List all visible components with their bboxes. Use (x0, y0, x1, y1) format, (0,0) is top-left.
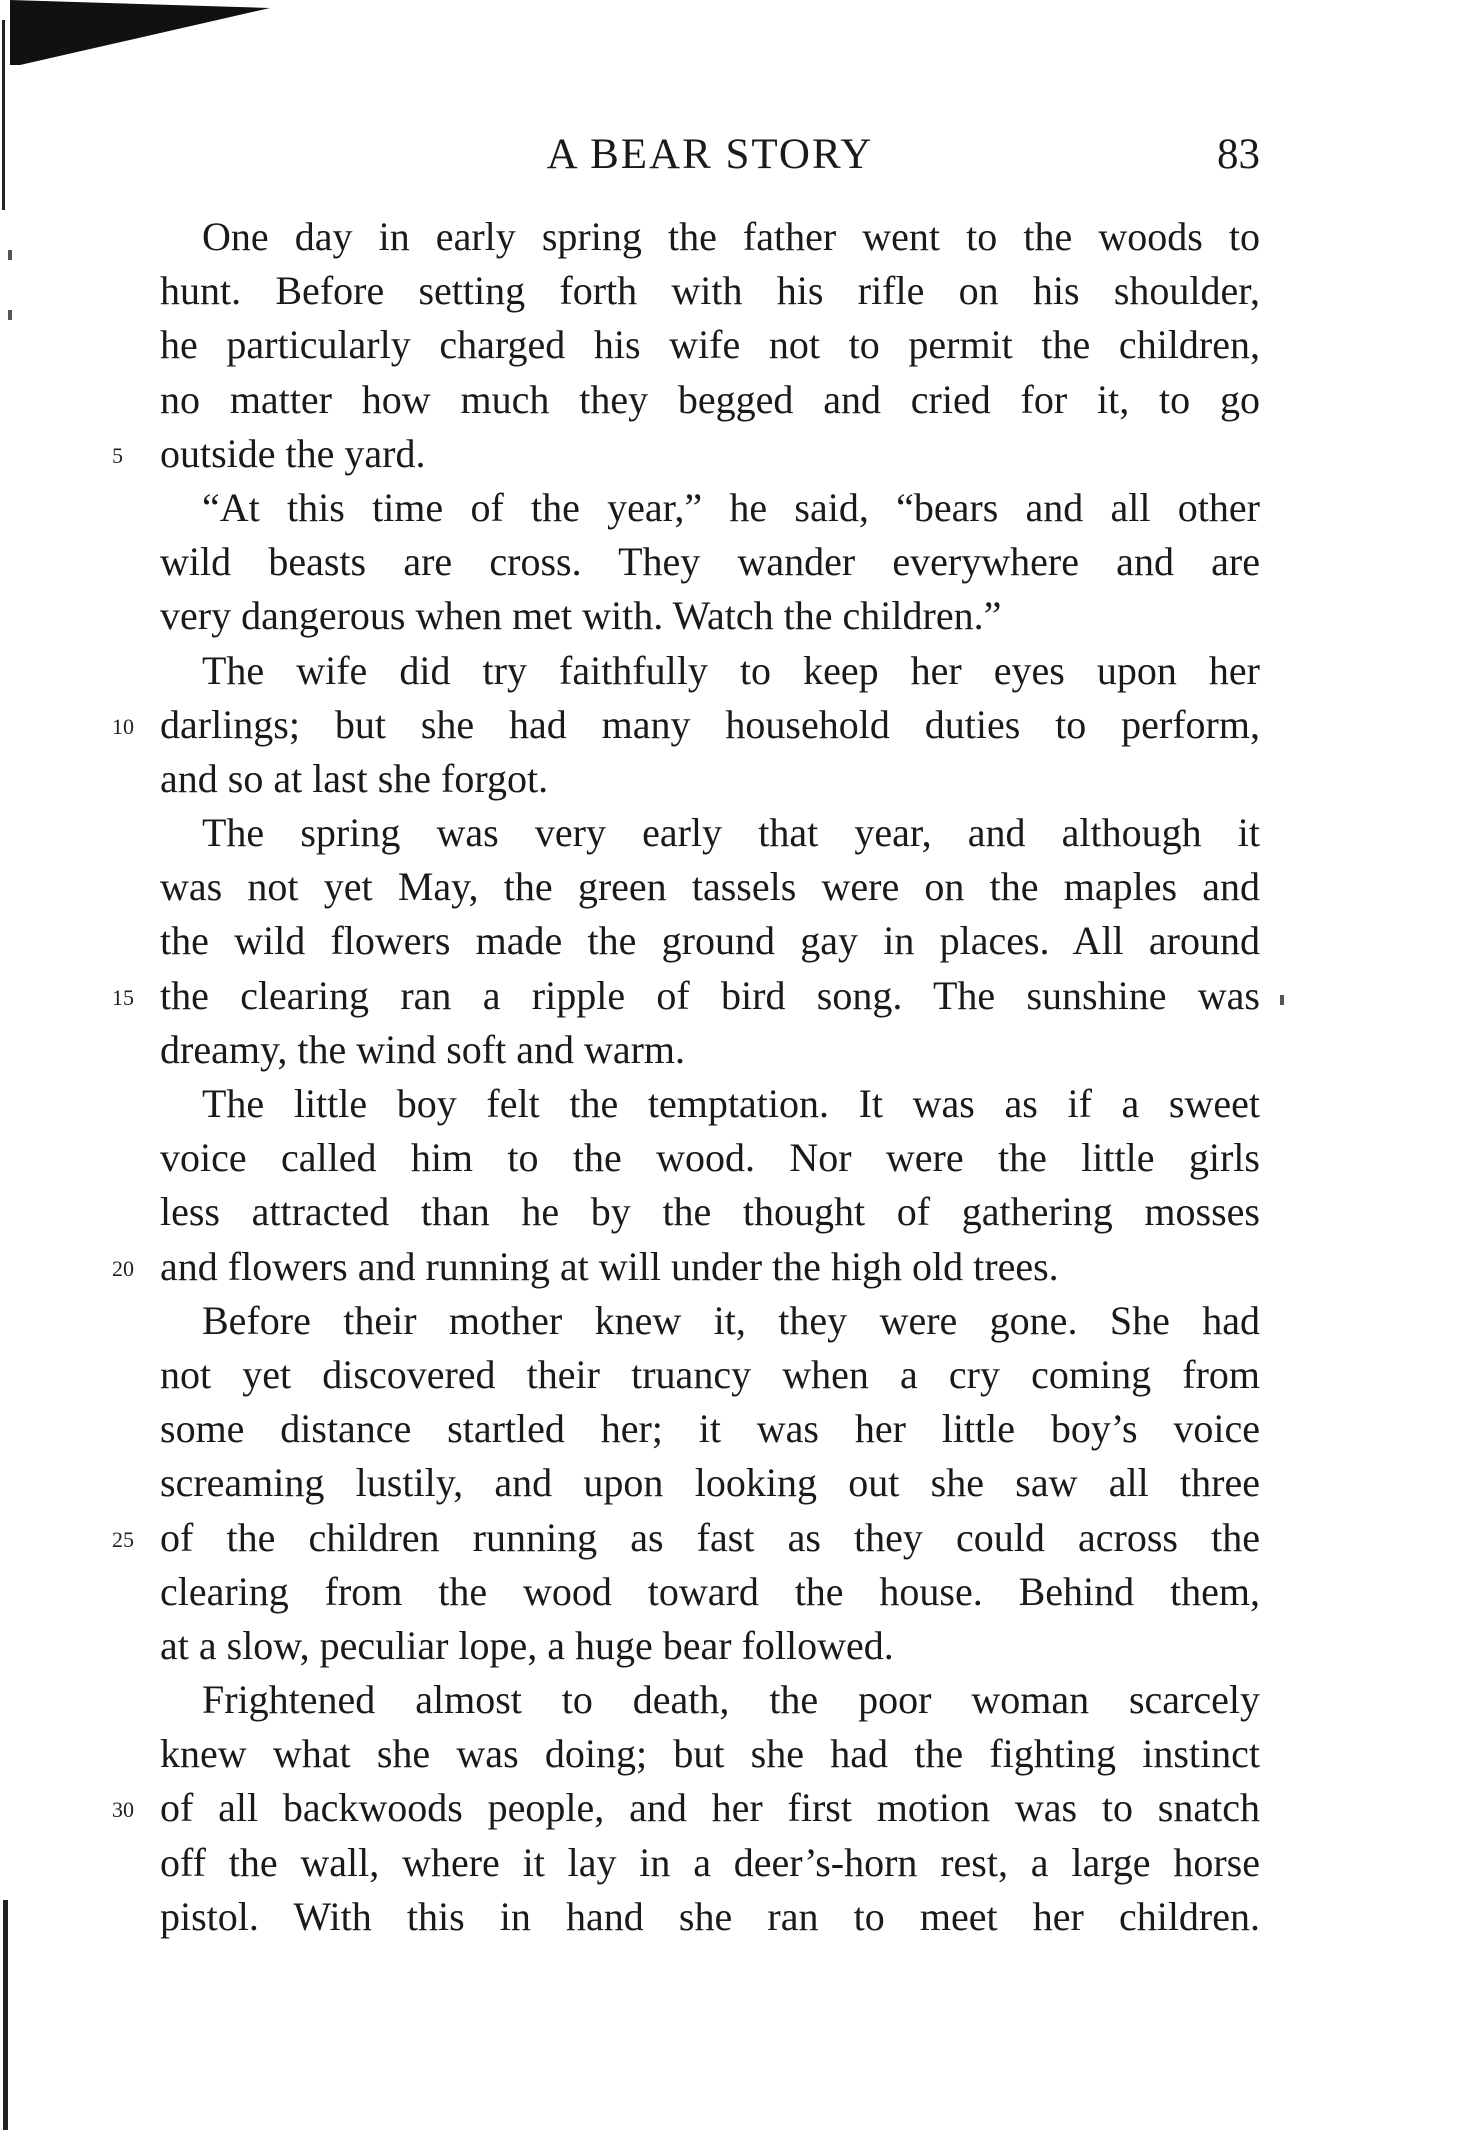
body-text (112, 210, 1260, 1944)
line-number: 5 (112, 442, 123, 468)
text-line (160, 318, 1260, 372)
text-line (160, 373, 1260, 427)
scan-speck (8, 310, 12, 320)
text-line (160, 914, 1260, 968)
line-text: darlings; but she had many household duties to perform, (160, 701, 1260, 747)
text-line (160, 644, 1260, 698)
text-line (160, 1673, 1260, 1727)
text-line (160, 1294, 1260, 1348)
line-text: not yet discovered their truancy when a cry coming from (160, 1351, 1260, 1397)
text-line (160, 1456, 1260, 1510)
page-number: 83 (1217, 131, 1260, 178)
text-line (160, 264, 1260, 318)
text-line (160, 1077, 1260, 1131)
line-number: 20 (112, 1255, 134, 1281)
line-text: One day in early spring the father went to the woods to (202, 214, 1260, 259)
line-text: Frightened almost to death, the poor woman scarcely (202, 1677, 1260, 1723)
line-text: clearing from the wood toward the house. Behind them, (160, 1568, 1260, 1614)
line-text: the clearing ran a ripple of bird song. The sunshine was (160, 972, 1260, 1018)
line-text: The wife did try faithfully to keep her eyes upon her (202, 647, 1260, 693)
line-text: pistol. With this in hand she ran to meet her children. (160, 1893, 1260, 1939)
line-text: of all backwoods people, and her first motion was to snatch (160, 1785, 1260, 1831)
line-text: at a slow, peculiar lope, a huge bear followed. (160, 1622, 894, 1668)
line-text: wild beasts are cross. They wander everywhere and are (160, 539, 1260, 585)
line-text: the wild flowers made the ground gay in places. All around (160, 918, 1260, 964)
text-line (160, 1619, 1260, 1673)
line-text: was not yet May, the green tassels were on the maples and (160, 864, 1260, 910)
text-line (160, 1402, 1260, 1456)
text-line (160, 589, 1260, 643)
text-line (160, 1890, 1260, 1944)
text-line (160, 481, 1260, 535)
text-line (160, 1185, 1260, 1239)
line-text: hunt. Before setting forth with his rifle on his shoulder, (160, 268, 1260, 314)
line-text: The little boy felt the temptation. It was as if a sweet (202, 1081, 1260, 1126)
text-line (160, 210, 1260, 264)
text-line (160, 1565, 1260, 1619)
line-text: Before their mother knew it, they were gone. She had (202, 1297, 1260, 1343)
line-number: 30 (112, 1797, 134, 1823)
line-number: 25 (112, 1526, 134, 1552)
line-text: dreamy, the wind soft and warm. (160, 1026, 686, 1072)
text-line (112, 969, 1260, 1023)
scan-speck (1280, 995, 1284, 1005)
line-text: no matter how much they begged and cried for it, to go (160, 376, 1260, 422)
line-number: 15 (112, 984, 134, 1010)
text-line (160, 1727, 1260, 1781)
running-head: A BEAR STORY (546, 131, 874, 178)
scan-corner-mark (0, 0, 270, 70)
line-text: some distance startled her; it was her little boy’s voice (160, 1406, 1260, 1452)
page-header (160, 130, 1260, 190)
scan-speck (8, 250, 12, 260)
line-text: and so at last she forgot. (160, 755, 549, 801)
text-line (112, 1781, 1260, 1835)
text-line (160, 1023, 1260, 1077)
line-text: knew what she was doing; but she had the fighting instinct (160, 1731, 1260, 1777)
line-text: “At this time of the year,” he said, “bears and all other (202, 484, 1260, 530)
text-line (160, 860, 1260, 914)
line-text: and flowers and running at will under the high old trees. (160, 1243, 1059, 1289)
text-line (112, 1511, 1260, 1565)
line-text: less attracted than he by the thought of gathering mosses (160, 1189, 1260, 1235)
line-text: he particularly charged his wife not to permit the children, (160, 322, 1260, 368)
text-line (112, 698, 1260, 752)
text-line (160, 1131, 1260, 1185)
line-text: voice called him to the wood. Nor were the little girls (160, 1135, 1260, 1181)
line-text: The spring was very early that year, and although it (202, 810, 1260, 856)
text-line (160, 752, 1260, 806)
text-line (160, 535, 1260, 589)
text-line (160, 1348, 1260, 1402)
line-text: very dangerous when met with. Watch the children.” (160, 593, 1002, 639)
line-number: 10 (112, 713, 134, 739)
text-line (160, 1836, 1260, 1890)
text-line (160, 806, 1260, 860)
scan-edge-line-top (2, 20, 5, 210)
text-line (112, 427, 1260, 481)
line-text: screaming lustily, and upon looking out she saw all three (160, 1460, 1260, 1506)
line-text: of the children running as fast as they could across the (160, 1514, 1260, 1560)
scan-edge-line-bottom (3, 1900, 8, 2130)
line-text: outside the yard. (160, 430, 426, 476)
text-line (112, 1240, 1260, 1294)
line-text: off the wall, where it lay in a deer’s-horn rest, a large horse (160, 1839, 1260, 1885)
